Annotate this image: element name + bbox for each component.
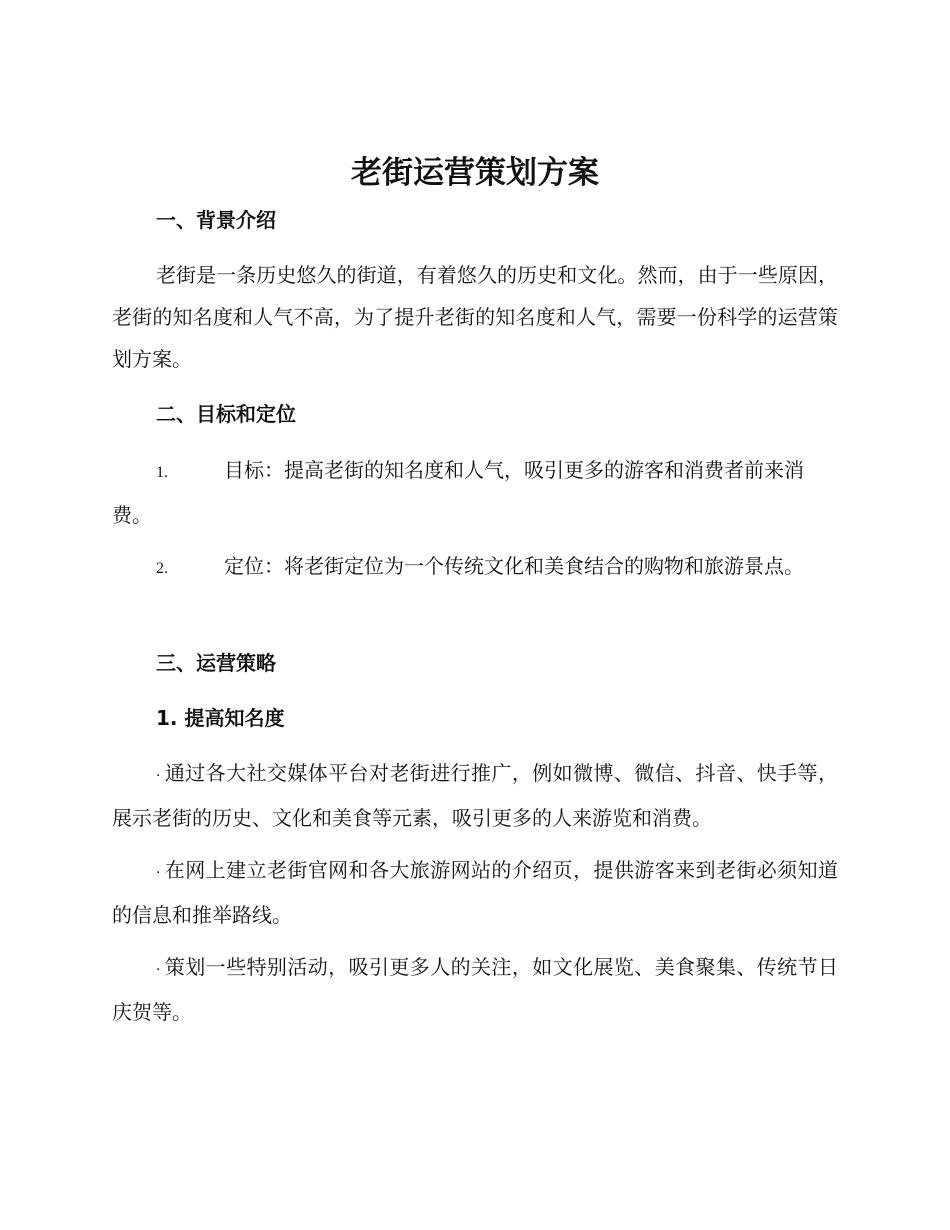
- bullet-paragraph: [112, 752, 838, 839]
- bullet-paragraph: [112, 946, 838, 1033]
- list-item-text: 目标：提高老街的知名度和人气，吸引更多的游客和消费者前来消费。: [112, 458, 804, 527]
- bullet-symbol: ·: [156, 768, 161, 784]
- bullet-text: 在网上建立老街官网和各大旅游网站的介绍页，提供游客来到老街必须知道的信息和推举路线。: [112, 858, 838, 927]
- section-heading-goals: 二、目标和定位: [156, 402, 296, 426]
- bullet-text: 通过各大社交媒体平台对老街进行推广，例如微博、微信、抖音、快手等，展示老街的历史、文化和美食等元素，吸引更多的人来游览和消费。: [112, 761, 838, 830]
- subheading-awareness: 1. 提高知名度: [156, 706, 285, 730]
- background-paragraph: 老街是一条历史悠久的街道，有着悠久的历史和文化。然而，由于一些原因，老街的知名度和人气不高，为了提升老街的知名度和人气，需要一份科学的运营策划方案。: [112, 263, 838, 371]
- bullet-symbol: ·: [156, 962, 161, 978]
- bullet-text: 策划一些特别活动，吸引更多人的关注，如文化展览、美食聚集、传统节日庆贺等。: [112, 955, 838, 1024]
- section-heading-strategy: 三、运营策略: [156, 651, 276, 675]
- section-heading-background: 一、背景介绍: [156, 208, 276, 232]
- list-number: 2.: [156, 560, 168, 577]
- list-number: 1.: [156, 464, 168, 481]
- bullet-paragraph: [112, 849, 838, 936]
- list-item-text: 定位：将老街定位为一个传统文化和美食结合的购物和旅游景点。: [224, 554, 804, 578]
- list-item-positioning: [112, 545, 838, 590]
- list-item-goal: [112, 449, 838, 536]
- bullet-symbol: ·: [156, 865, 161, 881]
- document-title: 老街运营策划方案: [351, 155, 599, 191]
